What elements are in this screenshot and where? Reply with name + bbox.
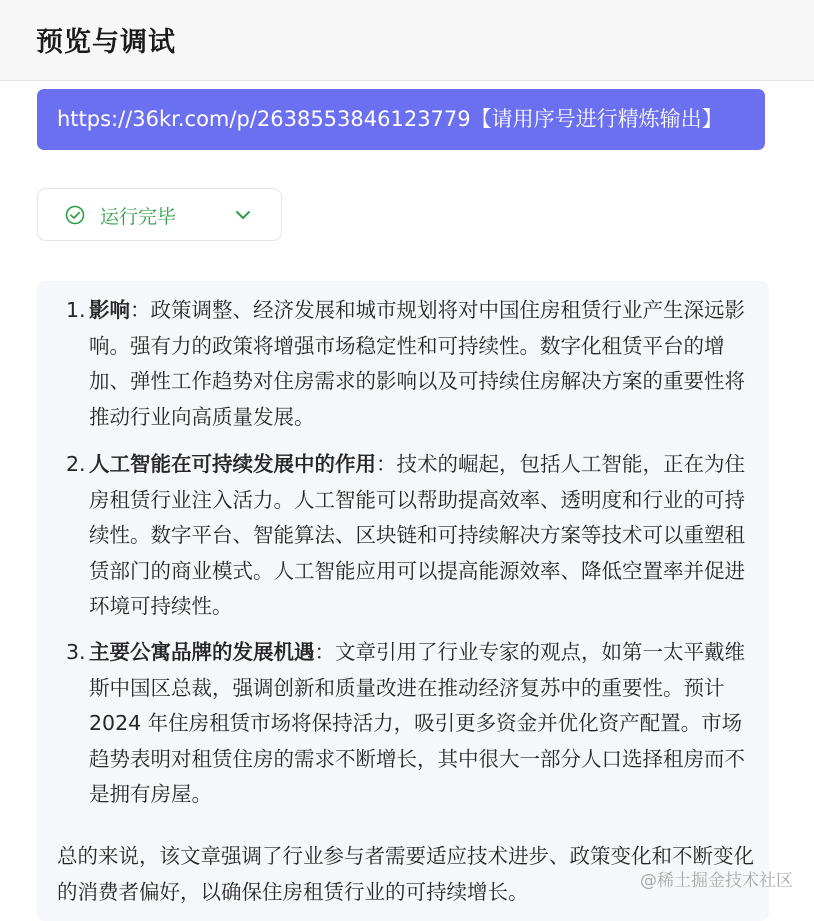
panel-header: [0, 0, 814, 81]
list-item: [66, 447, 746, 625]
list-item-title: 主要公寓品牌的发展机遇: [89, 640, 315, 664]
list-item: [66, 293, 746, 435]
list-item-number: 1.: [66, 298, 86, 322]
list-item-text: ：技术的崛起，包括人工智能，正在为住房租赁行业注入活力。人工智能可以帮助提高效率、透明度和行业的可持续性。数字平台、智能算法、区块链和可持续解决方案等技术可以重塑租赁部门的商业模式。人工智能应用可以提高能源效率、降低空置率并促进环境可持续性。: [89, 452, 745, 618]
list-item-text: ：政策调整、经济发展和城市规划将对中国住房租赁行业产生深远影响。强有力的政策将增强市场稳定性和可持续性。数字化租赁平台的增加、弹性工作趋势对住房需求的影响以及可持续住房解决方案的重要性将推动行业向高质量发展。: [89, 298, 745, 429]
chevron-down-icon[interactable]: [234, 206, 252, 224]
run-status-label: 运行完毕: [100, 206, 177, 228]
list-item: [66, 635, 746, 813]
summary-paragraph: 总的来说，该文章强调了行业参与者需要适应技术进步、政策变化和不断变化的消费者偏好，以确保住房租赁行业的可持续增长。: [57, 844, 754, 904]
list-item-title: 影响: [89, 298, 130, 322]
list-item-number: 2.: [66, 452, 86, 476]
list-item-text: ：文章引用了行业专家的观点，如第一太平戴维斯中国区总裁，强调创新和质量改进在推动经济复苏中的重要性。预计 2024 年住房租赁市场将保持活力，吸引更多资金并优化资产配置。市场趋势表明对租赁住房的需求不断增长，其中很大一部分人口选择租房而不是拥有房屋。: [89, 640, 745, 806]
user-message-bubble: https://36kr.com/p/2638553846123779【请用序号进行精炼输出】: [37, 89, 765, 150]
result-panel: [37, 281, 769, 921]
run-status-toggle[interactable]: [37, 188, 282, 241]
page-title: 预览与调试: [36, 27, 176, 58]
list-item-number: 3.: [66, 640, 86, 664]
check-circle-icon: [65, 205, 85, 225]
watermark: @稀土掘金技术社区: [640, 871, 793, 891]
list-item-title: 人工智能在可持续发展中的作用: [89, 452, 376, 476]
